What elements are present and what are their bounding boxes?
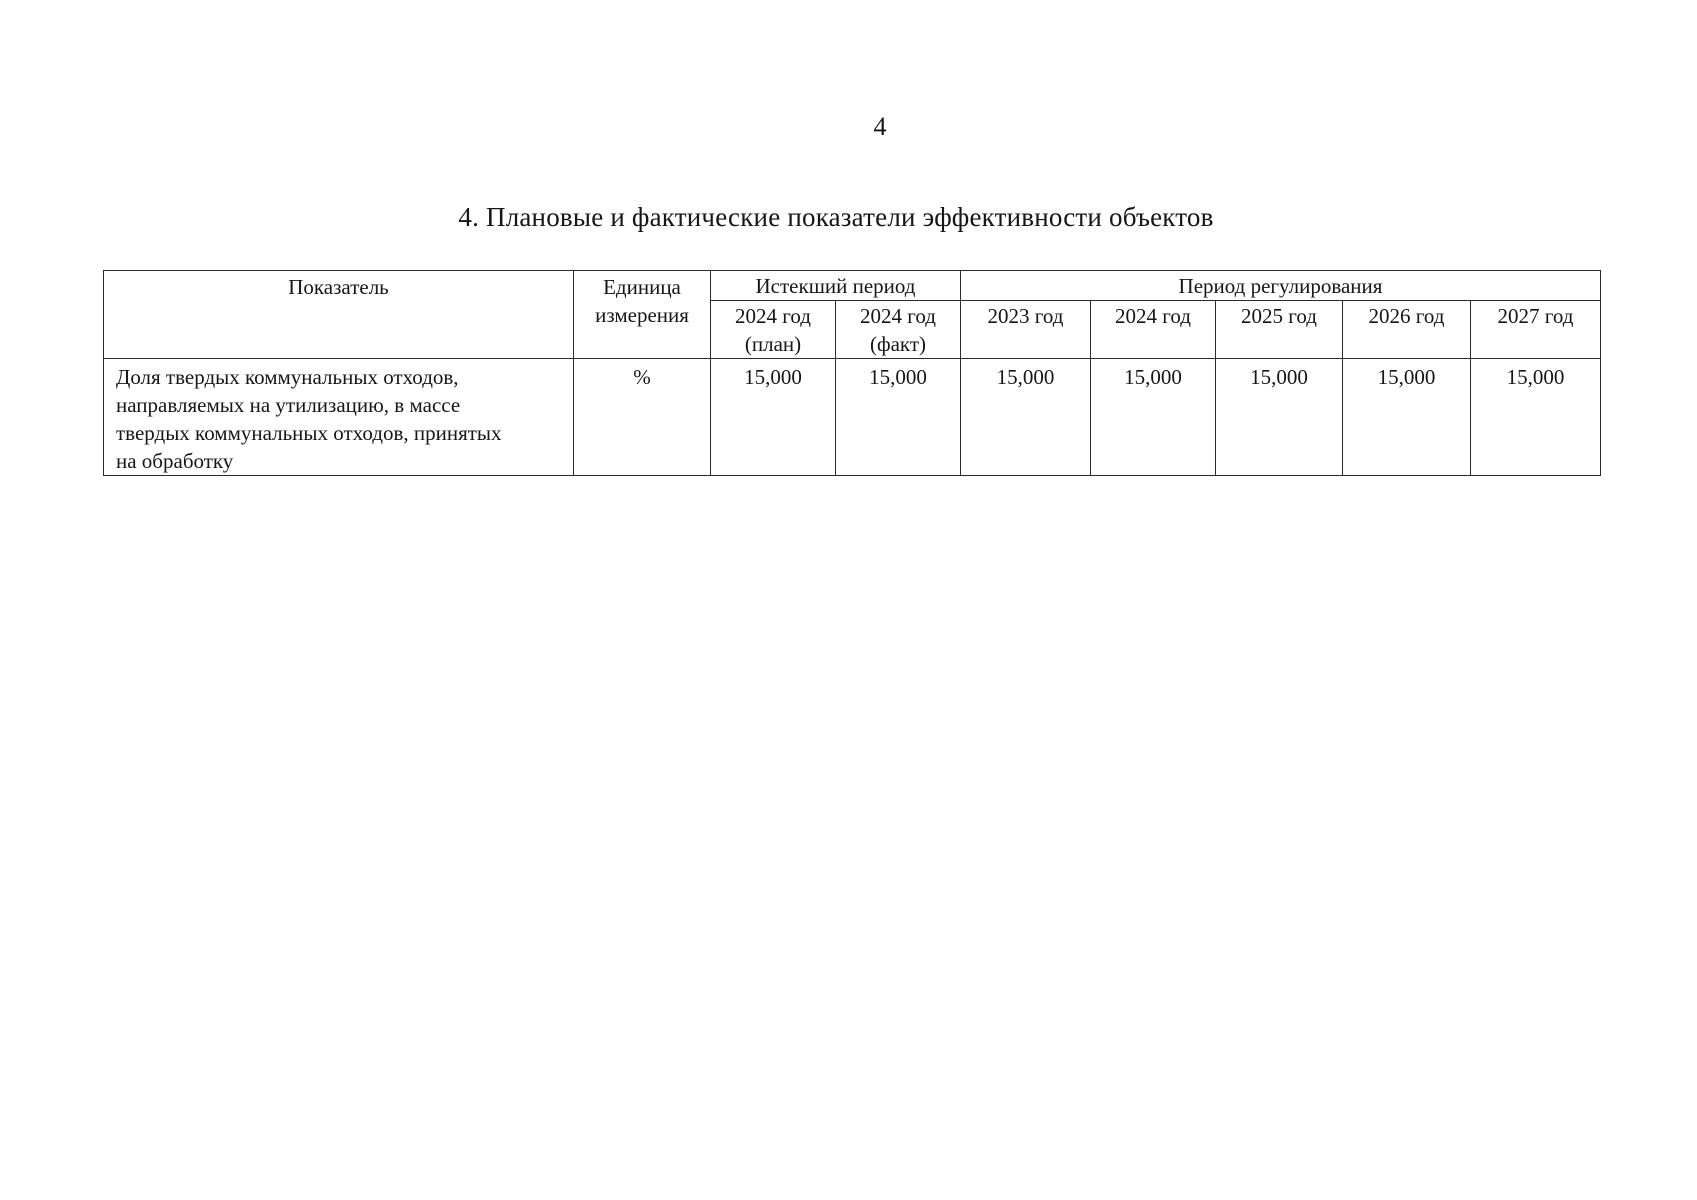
- col-header-2024-plan: [711, 301, 836, 359]
- col-header-2024-fact: [836, 301, 961, 359]
- value-cell-2024-fact: 15,000: [836, 359, 961, 476]
- value-cell-2027: 15,000: [1471, 359, 1601, 476]
- col-header-unit: Единица измерения: [574, 271, 711, 359]
- value-cell-2024-plan: 15,000: [711, 359, 836, 476]
- indicators-table: [103, 270, 1601, 476]
- year-label: 2024 год: [735, 304, 811, 328]
- col-header-2024: 2024 год: [1091, 301, 1216, 359]
- indicator-line: твердых коммунальных отходов, принятых: [116, 421, 502, 445]
- table-row: [104, 359, 1601, 476]
- col-header-2026: 2026 год: [1343, 301, 1471, 359]
- year-label: 2024 год: [860, 304, 936, 328]
- indicator-line: Доля твердых коммунальных отходов,: [116, 365, 459, 389]
- page-number: 4: [873, 112, 887, 141]
- indicator-cell: [104, 359, 574, 476]
- value-cell-2026: 15,000: [1343, 359, 1471, 476]
- section-title: 4. Плановые и фактические показатели эффективности объектов: [458, 202, 1214, 232]
- col-header-2023: 2023 год: [961, 301, 1091, 359]
- value-cell-2024: 15,000: [1091, 359, 1216, 476]
- header-row-groups: [104, 271, 1601, 301]
- unit-cell: %: [574, 359, 711, 476]
- value-cell-2023: 15,000: [961, 359, 1091, 476]
- col-header-indicator: Показатель: [104, 271, 574, 359]
- value-cell-2025: 15,000: [1216, 359, 1343, 476]
- indicator-line: на обработку: [116, 449, 234, 473]
- col-group-past-period: Истекший период: [711, 271, 961, 301]
- col-header-2025: 2025 год: [1216, 301, 1343, 359]
- col-header-2027: 2027 год: [1471, 301, 1601, 359]
- year-qualifier: (план): [744, 332, 802, 356]
- year-qualifier: (факт): [869, 332, 927, 356]
- col-group-regulation-period: Период регулирования: [961, 271, 1601, 301]
- indicator-line: направляемых на утилизацию, в массе: [116, 393, 461, 417]
